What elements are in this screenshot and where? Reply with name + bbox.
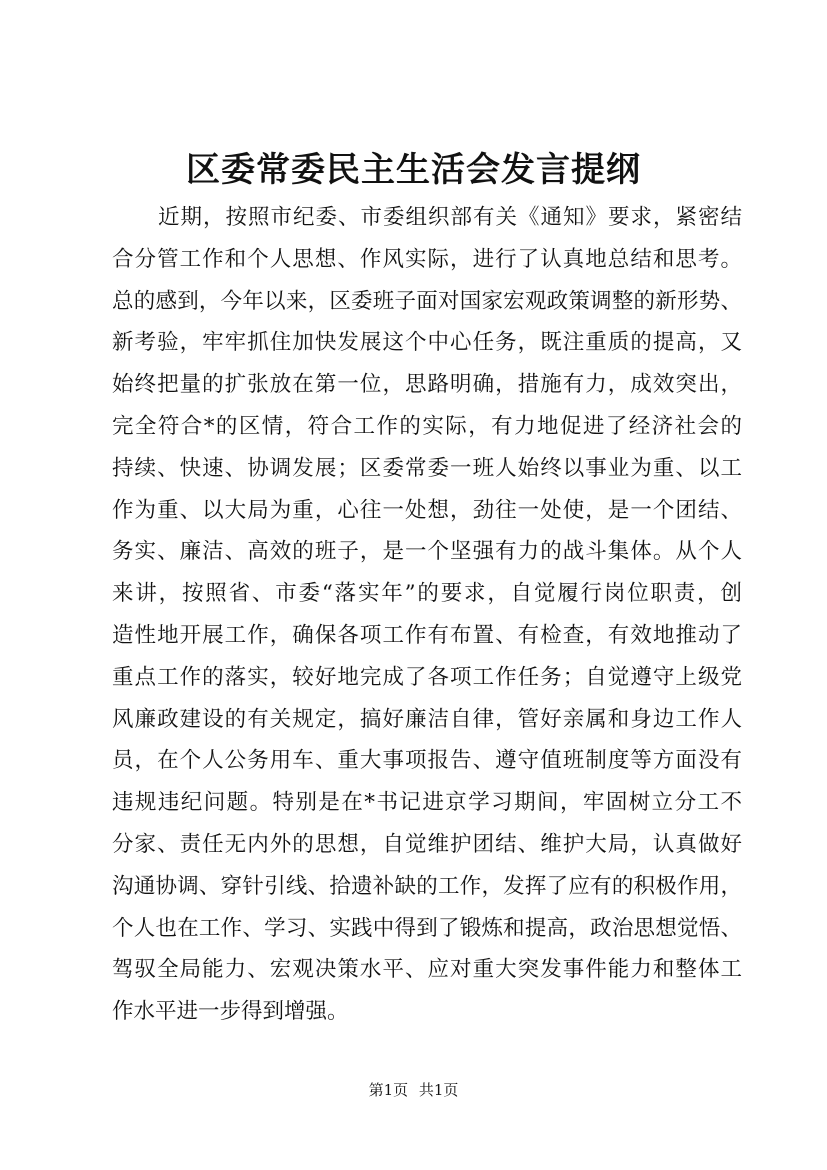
- paragraph-line: 持续、快速、协调发展；区委常委一班人始终以事业为重、以工: [112, 455, 742, 481]
- paragraph-line: 作为重、以大局为重，心往一处想，劲往一处使，是一个团结、: [112, 497, 742, 523]
- paragraph-line: 员，在个人公务用车、重大事项报告、遵守值班制度等方面没有: [112, 748, 742, 774]
- paragraph-line: 重点工作的落实，较好地完成了各项工作任务；自觉遵守上级党: [112, 664, 742, 690]
- paragraph-line: 驾驭全局能力、宏观决策水平、应对重大突发事件能力和整体工: [112, 957, 742, 983]
- paragraph-line: 总的感到，今年以来，区委班子面对国家宏观政策调整的新形势、: [112, 288, 742, 314]
- paragraph-line: 个人也在工作、学习、实践中得到了锻炼和提高，政治思想觉悟、: [112, 915, 742, 941]
- paragraph-line: 务实、廉洁、高效的班子，是一个坚强有力的战斗集体。从个人: [112, 539, 742, 565]
- paragraph-line: 作水平进一步得到增强。: [112, 999, 349, 1025]
- paragraph-line: 来讲，按照省、市委“落实年”的要求，自觉履行岗位职责，创: [112, 581, 742, 607]
- page-total: 共1页: [418, 1081, 459, 1099]
- page-footer: [0, 1080, 827, 1100]
- paragraph-line: 沟通协调、穿针引线、拾遗补缺的工作，发挥了应有的积极作用，: [112, 873, 742, 899]
- document-title: 区委常委民主生活会发言提纲: [186, 150, 641, 190]
- paragraph-line: 分家、责任无内外的思想，自觉维护团结、维护大局，认真做好: [112, 831, 742, 857]
- paragraph-line: 完全符合*的区情，符合工作的实际，有力地促进了经济社会的: [112, 413, 742, 439]
- paragraph-line: 新考验，牢牢抓住加快发展这个中心任务，既注重质的提高，又: [112, 330, 742, 356]
- paragraph-line: 近期，按照市纪委、市委组织部有关《通知》要求，紧密结: [158, 205, 742, 230]
- body-paragraph: [112, 197, 742, 1033]
- paragraph-line: 造性地开展工作，确保各项工作有布置、有检查，有效地推动了: [112, 622, 742, 648]
- paragraph-line: 始终把量的扩张放在第一位，思路明确，措施有力，成效突出，: [112, 372, 742, 398]
- page-number: 第1页: [368, 1081, 409, 1099]
- paragraph-line: 风廉政建设的有关规定，搞好廉洁自律，管好亲属和身边工作人: [112, 706, 742, 732]
- paragraph-line: 合分管工作和个人思想、作风实际，进行了认真地总结和思考。: [112, 246, 742, 272]
- paragraph-line: 违规违纪问题。特别是在*书记进京学习期间，牢固树立分工不: [112, 790, 742, 816]
